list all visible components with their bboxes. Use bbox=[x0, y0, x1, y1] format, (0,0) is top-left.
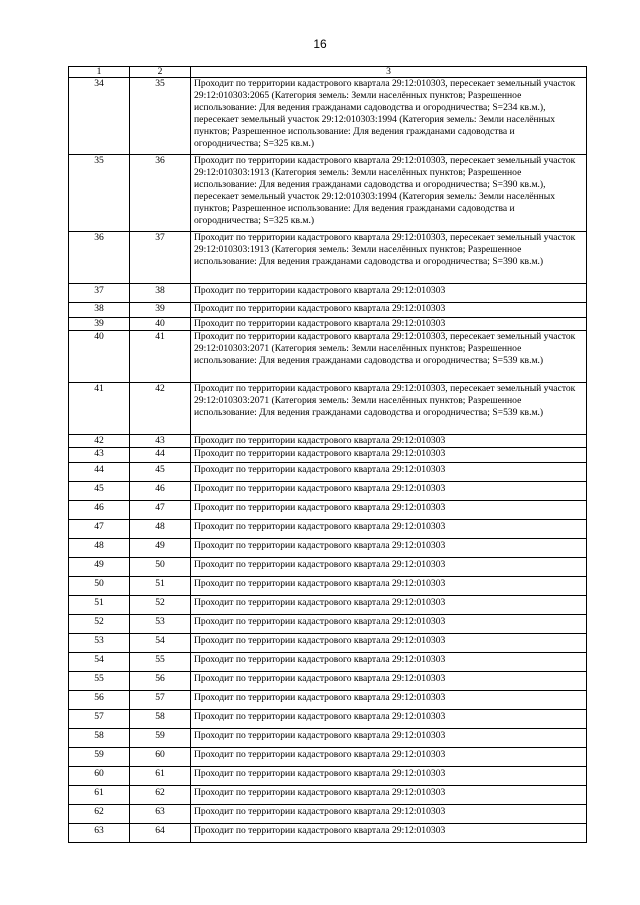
description-cell: Проходит по территории кадастрового квартала 29:12:010303 bbox=[191, 805, 587, 824]
point-to-cell: 41 bbox=[130, 331, 191, 383]
description-cell: Проходит по территории кадастрового квартала 29:12:010303, пересекает земельный участок 29:12:010303:2071 (Категория земель: Земли населённых пунктов; Разрешенное использование: Для ведения гражданами садоводства и огородничества; S=539 кв.м.) bbox=[191, 331, 587, 383]
point-to-cell: 60 bbox=[130, 748, 191, 767]
point-from-cell: 45 bbox=[69, 482, 130, 501]
column-header-3: 3 bbox=[191, 67, 587, 78]
point-from-cell: 38 bbox=[69, 303, 130, 318]
description-cell: Проходит по территории кадастрового квартала 29:12:010303 bbox=[191, 463, 587, 482]
description-cell: Проходит по территории кадастрового квартала 29:12:010303 bbox=[191, 303, 587, 318]
point-to-cell: 56 bbox=[130, 672, 191, 691]
point-to-cell: 46 bbox=[130, 482, 191, 501]
point-from-cell: 39 bbox=[69, 318, 130, 331]
description-cell: Проходит по территории кадастрового квартала 29:12:010303 bbox=[191, 653, 587, 672]
table-row bbox=[69, 653, 587, 672]
description-cell: Проходит по территории кадастрового квартала 29:12:010303 bbox=[191, 634, 587, 653]
point-from-cell: 55 bbox=[69, 672, 130, 691]
boundary-description-table bbox=[68, 66, 587, 843]
description-cell: Проходит по территории кадастрового квартала 29:12:010303 bbox=[191, 729, 587, 748]
point-from-cell: 56 bbox=[69, 691, 130, 710]
page-number: 16 bbox=[313, 37, 327, 51]
table-row bbox=[69, 482, 587, 501]
point-to-cell: 50 bbox=[130, 558, 191, 577]
point-to-cell: 37 bbox=[130, 232, 191, 284]
table-row bbox=[69, 303, 587, 318]
point-to-cell: 64 bbox=[130, 824, 191, 843]
point-from-cell: 47 bbox=[69, 520, 130, 539]
point-from-cell: 62 bbox=[69, 805, 130, 824]
point-from-cell: 58 bbox=[69, 729, 130, 748]
point-to-cell: 39 bbox=[130, 303, 191, 318]
description-cell: Проходит по территории кадастрового квартала 29:12:010303 bbox=[191, 615, 587, 634]
point-from-cell: 48 bbox=[69, 539, 130, 558]
table-row bbox=[69, 577, 587, 596]
point-to-cell: 51 bbox=[130, 577, 191, 596]
point-to-cell: 42 bbox=[130, 383, 191, 435]
description-cell: Проходит по территории кадастрового квартала 29:12:010303 bbox=[191, 482, 587, 501]
point-from-cell: 53 bbox=[69, 634, 130, 653]
table-row bbox=[69, 501, 587, 520]
point-from-cell: 50 bbox=[69, 577, 130, 596]
point-from-cell: 52 bbox=[69, 615, 130, 634]
table-row bbox=[69, 558, 587, 577]
point-to-cell: 40 bbox=[130, 318, 191, 331]
point-from-cell: 46 bbox=[69, 501, 130, 520]
point-from-cell: 37 bbox=[69, 284, 130, 303]
point-to-cell: 36 bbox=[130, 155, 191, 232]
point-from-cell: 35 bbox=[69, 155, 130, 232]
point-from-cell: 43 bbox=[69, 448, 130, 463]
table-row bbox=[69, 710, 587, 729]
table-row bbox=[69, 615, 587, 634]
table-header-row bbox=[69, 67, 587, 78]
description-cell: Проходит по территории кадастрового квартала 29:12:010303 bbox=[191, 710, 587, 729]
description-cell: Проходит по территории кадастрового квартала 29:12:010303 bbox=[191, 767, 587, 786]
description-cell: Проходит по территории кадастрового квартала 29:12:010303 bbox=[191, 786, 587, 805]
point-to-cell: 44 bbox=[130, 448, 191, 463]
point-from-cell: 57 bbox=[69, 710, 130, 729]
point-from-cell: 51 bbox=[69, 596, 130, 615]
table-row bbox=[69, 78, 587, 155]
description-cell: Проходит по территории кадастрового квартала 29:12:010303 bbox=[191, 501, 587, 520]
point-from-cell: 60 bbox=[69, 767, 130, 786]
table-row bbox=[69, 596, 587, 615]
description-cell: Проходит по территории кадастрового квартала 29:12:010303, пересекает земельный участок 29:12:010303:2065 (Категория земель: Земли населённых пунктов; Разрешенное использование: Для ведения гражданами садоводства и огородничества; S=234 кв.м.), пересекает земельный участок 29:12:010303:1994 (Категория земель: Земли населённых пунктов; Разрешенное использование: Для ведения гражданами садоводства и огородничества; S=325 кв.м.) bbox=[191, 78, 587, 155]
point-from-cell: 49 bbox=[69, 558, 130, 577]
description-cell: Проходит по территории кадастрового квартала 29:12:010303 bbox=[191, 672, 587, 691]
point-from-cell: 41 bbox=[69, 383, 130, 435]
point-to-cell: 53 bbox=[130, 615, 191, 634]
table-row bbox=[69, 767, 587, 786]
description-cell: Проходит по территории кадастрового квартала 29:12:010303, пересекает земельный участок 29:12:010303:2071 (Категория земель: Земли населённых пунктов; Разрешенное использование: Для ведения гражданами садоводства и огородничества; S=539 кв.м.) bbox=[191, 383, 587, 435]
table-row bbox=[69, 672, 587, 691]
table-row bbox=[69, 805, 587, 824]
point-to-cell: 47 bbox=[130, 501, 191, 520]
point-to-cell: 57 bbox=[130, 691, 191, 710]
point-from-cell: 44 bbox=[69, 463, 130, 482]
table-row bbox=[69, 539, 587, 558]
point-from-cell: 59 bbox=[69, 748, 130, 767]
description-cell: Проходит по территории кадастрового квартала 29:12:010303 bbox=[191, 558, 587, 577]
description-cell: Проходит по территории кадастрового квартала 29:12:010303 bbox=[191, 748, 587, 767]
table-row bbox=[69, 463, 587, 482]
point-to-cell: 55 bbox=[130, 653, 191, 672]
table-row bbox=[69, 729, 587, 748]
point-to-cell: 52 bbox=[130, 596, 191, 615]
point-to-cell: 45 bbox=[130, 463, 191, 482]
table-row bbox=[69, 331, 587, 383]
point-from-cell: 42 bbox=[69, 435, 130, 448]
table-row bbox=[69, 232, 587, 284]
point-from-cell: 34 bbox=[69, 78, 130, 155]
point-to-cell: 63 bbox=[130, 805, 191, 824]
description-cell: Проходит по территории кадастрового квартала 29:12:010303, пересекает земельный участок 29:12:010303:1913 (Категория земель: Земли населённых пунктов; Разрешенное использование: Для ведения гражданами садоводства и огородничества; S=390 кв.м.), пересекает земельный участок 29:12:010303:1994 (Категория земель: Земли населённых пунктов; Разрешенное использование: Для ведения гражданами садоводства и огородничества; S=325 кв.м.) bbox=[191, 155, 587, 232]
point-to-cell: 35 bbox=[130, 78, 191, 155]
point-to-cell: 48 bbox=[130, 520, 191, 539]
table-row bbox=[69, 634, 587, 653]
table-row bbox=[69, 824, 587, 843]
description-cell: Проходит по территории кадастрового квартала 29:12:010303 bbox=[191, 824, 587, 843]
point-to-cell: 43 bbox=[130, 435, 191, 448]
point-to-cell: 62 bbox=[130, 786, 191, 805]
table-row bbox=[69, 284, 587, 303]
table-row bbox=[69, 748, 587, 767]
description-cell: Проходит по территории кадастрового квартала 29:12:010303 bbox=[191, 435, 587, 448]
table-row bbox=[69, 435, 587, 448]
description-cell: Проходит по территории кадастрового квартала 29:12:010303 bbox=[191, 539, 587, 558]
point-to-cell: 61 bbox=[130, 767, 191, 786]
description-cell: Проходит по территории кадастрового квартала 29:12:010303 bbox=[191, 596, 587, 615]
point-to-cell: 49 bbox=[130, 539, 191, 558]
table-row bbox=[69, 155, 587, 232]
point-from-cell: 63 bbox=[69, 824, 130, 843]
description-cell: Проходит по территории кадастрового квартала 29:12:010303 bbox=[191, 691, 587, 710]
point-to-cell: 54 bbox=[130, 634, 191, 653]
point-from-cell: 54 bbox=[69, 653, 130, 672]
description-cell: Проходит по территории кадастрового квартала 29:12:010303, пересекает земельный участок 29:12:010303:1913 (Категория земель: Земли населённых пунктов; Разрешенное использование: Для ведения гражданами садоводства и огородничества; S=390 кв.м.) bbox=[191, 232, 587, 284]
description-cell: Проходит по территории кадастрового квартала 29:12:010303 bbox=[191, 520, 587, 539]
table-row bbox=[69, 318, 587, 331]
point-to-cell: 59 bbox=[130, 729, 191, 748]
description-cell: Проходит по территории кадастрового квартала 29:12:010303 bbox=[191, 448, 587, 463]
column-header-1: 1 bbox=[69, 67, 130, 78]
point-to-cell: 38 bbox=[130, 284, 191, 303]
table-row bbox=[69, 383, 587, 435]
point-from-cell: 40 bbox=[69, 331, 130, 383]
table-row bbox=[69, 520, 587, 539]
description-cell: Проходит по территории кадастрового квартала 29:12:010303 bbox=[191, 318, 587, 331]
column-header-2: 2 bbox=[130, 67, 191, 78]
point-from-cell: 36 bbox=[69, 232, 130, 284]
table-row bbox=[69, 448, 587, 463]
table-body bbox=[69, 67, 587, 843]
point-to-cell: 58 bbox=[130, 710, 191, 729]
description-cell: Проходит по территории кадастрового квартала 29:12:010303 bbox=[191, 577, 587, 596]
point-from-cell: 61 bbox=[69, 786, 130, 805]
description-cell: Проходит по территории кадастрового квартала 29:12:010303 bbox=[191, 284, 587, 303]
table-row bbox=[69, 691, 587, 710]
table-row bbox=[69, 786, 587, 805]
